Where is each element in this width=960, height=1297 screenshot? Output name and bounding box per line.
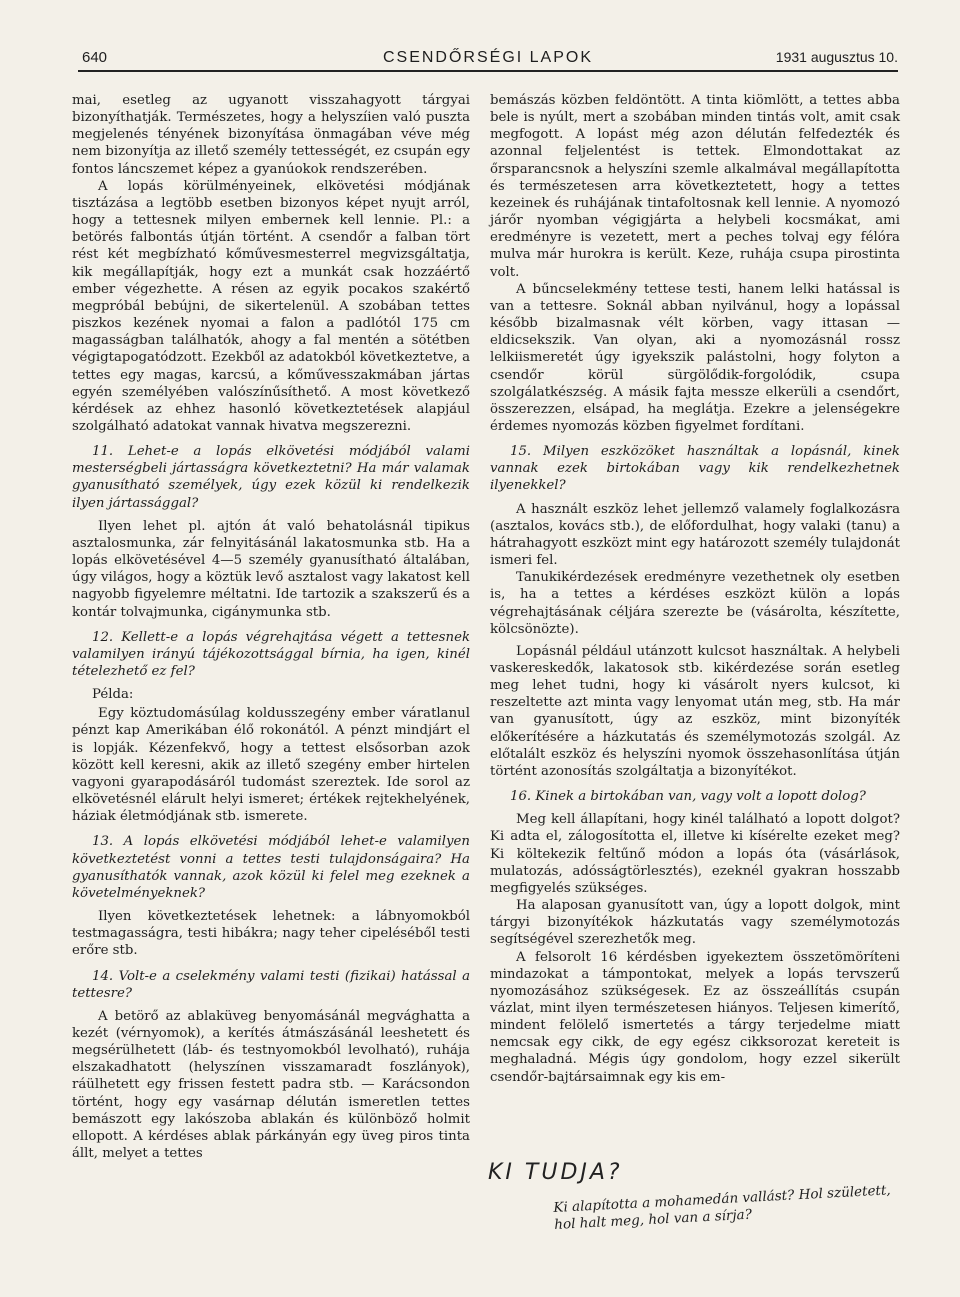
paragraph: A bűncselekmény tettese testi, hanem lelki hatással is van a tettesre. Soknál abban nyilvánul, hogy a lopással később bizalmasnak vélt körben, vagy ittasan — eldicsekszik. Van olyan, aki a nyomozásnál rossz lelkiismeretét úgy igyekszik palástolni, hogy folyton a csendőr körül sürgölődik-forgolódik, csupa szolgálatkészség. A másik fajta messze elkerüli a csendőrt, összerezzen, elsápad, ha meglátja. Ezekre a jelenségekre érdemes nyomozás közben figyelmet fordítani. <box>490 281 900 434</box>
journal-title: CSENDŐRSÉGI LAPOK <box>382 49 594 66</box>
question-heading: 12. Kellett-e a lopás végrehajtása végett a tettesnek valamilyen irányú tájékozottsággal bírnia, ha igen, kinél tételezhető ez fel? <box>72 629 470 679</box>
question-heading: 11. Lehet-e a lopás elkövetési módjából valami mesterségbeli jártasságra következtetni? Ha már valamak gyanusítható személyek, úgy ezek közül ki rendelkezik ilyen jártassággal? <box>72 444 470 511</box>
issue-date: 1931 augusztus 10. <box>775 49 898 65</box>
example-label: Példa: <box>92 687 134 703</box>
paragraph: Egy köztudomásúlag koldusszegény ember váratlanul pénzt kap Amerikában élő rokonától. A pénzt mindjárt el is lopják. Kézenfekvő, hogy a tettest elsősorban azok között kell keresni, akik az illető szegény ember hirtelen vagyoni gyarapodásáról tudomást szereztek. Ide sorol az elkövetésnél elárult helyi ismeret; értékek rejtekhelyének, háziak életmódjának stb. ismerete. <box>72 706 470 825</box>
paragraph: A betörő az ablaküveg benyomásánál megvághatta a kezét (vérnyomok), a kerítés átmászásánál leeshetett és megsérülhetett (láb- és testnyomokból levolható), ruhája elszakadhatott (helyszínen visszamaradt foszlányok), ráülhetett egy frissen festett padra stb. — Karácsondon történt, hogy egy vasárnap délután ismeretlen tettes bemászott egy lakószoba ablakán és különböző holmit ellopott. A kérdéses ablak párkányán egy üveg piros tinta állt, melyet a tettes <box>72 1008 470 1162</box>
paragraph: Tanukikérdezések eredményre vezethetnek oly esetben is, ha a tettes a kérdéses eszközt külön a lopás végrehajtásának céljára szerezte be (vásárolta, készítette, kölcsönözte). <box>490 570 900 637</box>
question-heading: 14. Volt-e a cselekmény valami testi (fizikai) hatással a tettesre? <box>72 968 470 1001</box>
paragraph: A használt eszköz lehet jellemző valamely foglalkozásra (asztalos, kovács stb.), de előfordulhat, hogy valaki (tanu) a hátrahagyott eszközt mint egy határozott személy tulajdonát ismeri fel. <box>490 501 900 569</box>
paragraph: Lopásnál például utánzott kulcsot használtak. A helybeli vaskereskedők, lakatosok stb. kikérdezése során esetleg meg lehet tudni, hogy ki vásárolt nyers kulcsot, ki reszeltette azt minta vagy lenyomat után meg, stb. Ha már van gyanusított, úgy az eszköz, mint bizonyíték előkerítésére a házkutatás és személymotozás szolgál. Az előtalált eszköz és helyszíni nyomok összehasonlítása útján történt azonosítás szolgáltatja a bizonyítékot. <box>490 643 900 779</box>
paragraph: A felsorolt 16 kérdésben igyekeztem összetömöríteni mindazokat a támpontokat, melyek a lopás tervszerű nyomozásához szükségesek. Ez az összeállítás csupán vázlat, mint ilyen természetesen hiányos. Teljesen kimerítő, mindent felölelő ismertetés a tárgy terjedelme miatt nemcsak egy cikk, de egy egész cikksorozat kereteit is meghaladná. Mégis úgy gondolom, hogy ezzel sikerült csendőr-bajtársaimnak egy kis em- <box>490 949 900 1085</box>
paragraph: Meg kell állapítani, hogy kinél található a lopott dolgot? Ki adta el, zálogosította el, illetve ki kísérelte ezeket meg? Ki költekezik feltűnő módon a lopás óta (vásárlások, mulatozás, adósságtörlesztés), ezeknél gyakran hosszabb megfigyelés szükséges. <box>490 812 900 896</box>
paragraph: bemászás közben feldöntött. A tinta kiömlött, a tettes abba bele is nyúlt, mert a szobában minden tintás volt, amit csak megfogott. A lopást még azon délután felfedezték és azonnal feljelentést is tettek. Elmondottakat az őrsparancsnok a helyszíni szemle alkalmával megállapította és természetesen arra következtetett, hogy a tettes kezeinek és ruhájának tintafoltosnak kell lennie. A nyomozó járőr nyomban végigjárta a helybeli kocsmákat, ami eredményre is vezetett, mert a peches tolvaj egy félóra mulva már hurokra is került. Keze, ruhája csupa pirostinta volt. <box>490 93 900 280</box>
paragraph: Ilyen lehet pl. ajtón át való behatolásnál tipikus asztalosmunka, zár felnyitásánál lakatosmunka stb. Ha a lopás elkövetésével 4—5 személy gyanusítható általában, úgy világos, hogy a köztük levő asztalost vagy lakatost kell nagyobb figyelemre méltatni. Ide tartozik a szakszerű és a kontár tolvajmunka, cigánymunka stb. <box>72 518 470 620</box>
paragraph: Ilyen következtetések lehetnek: a lábnyomokból testmagasságra, testi hibákra; nagy teher cipeléséből testi erőre stb. <box>72 909 470 959</box>
question-heading: 13. A lopás elkövetési módjából lehet-e valamilyen következtetést vonni a tettes testi tulajdonságaira? Ha gyanusíthatók vannak, azok közül ki felel meg ezeknek a követelményeknek? <box>72 834 470 901</box>
question-heading: 15. Milyen eszközöket használtak a lopásnál, kinek vannak ezek birtokában vagy kik rendelkezhetnek ilyenekkel? <box>490 444 900 494</box>
quiz-box-title: KI TUDJA? <box>488 1160 623 1185</box>
paragraph: mai, esetleg az ugyanott visszahagyott tárgyai bizonyíthatják. Természetes, hogy a helyszíien való puszta megjelenés tényének bizonyítása önmagában véve még nem bizonyítja az illető személy tettességét, ez csupán egy fontos láncszemet képez a gyanúokok rendszerében. <box>72 93 470 177</box>
paragraph: A lopás körülményeinek, elkövetési módjának tisztázása a legtöbb esetben bizonyos képet nyujt arról, hogy a tettesnek milyen embernek kell lennie. Pl.: a betörés falbontás útján történt. A csendőr a falban tört rést két megbízható kőművesmesterrel megvizsgáltatja, kik megállapítják, hogy ezt a munkát csak hozzáértő ember végezhette. A résen az egyik pocakos szakértő megpróbál bebújni, de sikertelenül. A szobában tettes piszkos kezének nyomai a falon a padlótól 175 cm magasságban találhatók, ahogy a fal mentén a sötétben végigtapogatódzott. Ezekből az adatokból következtetve, a tettes egy magas, karcsú, a kőművesszakmában jártas egyén személyében valószínűsíthető. A most következő kérdések az ehhez hasonló következtetések alapjául szolgálható adatokat vannak hivatva megszerezni. <box>72 178 470 434</box>
paragraph: Ha alaposan gyanusított van, úgy a lopott dolgok, mint tárgyi bizonyítékok házkutatás vagy személymotozás segítségével szerezhetők meg. <box>490 898 900 948</box>
right-column <box>490 92 900 1086</box>
left-column <box>72 92 470 1162</box>
question-heading: 16. Kinek a birtokában van, vagy volt a lopott dolog? <box>510 789 866 805</box>
page-number: 640 <box>82 49 108 66</box>
page-header <box>78 40 898 72</box>
quiz-box-text: Ki alapította a mohamedán vallást? Hol született, hol halt meg, hol van a sírja? <box>553 1182 892 1233</box>
